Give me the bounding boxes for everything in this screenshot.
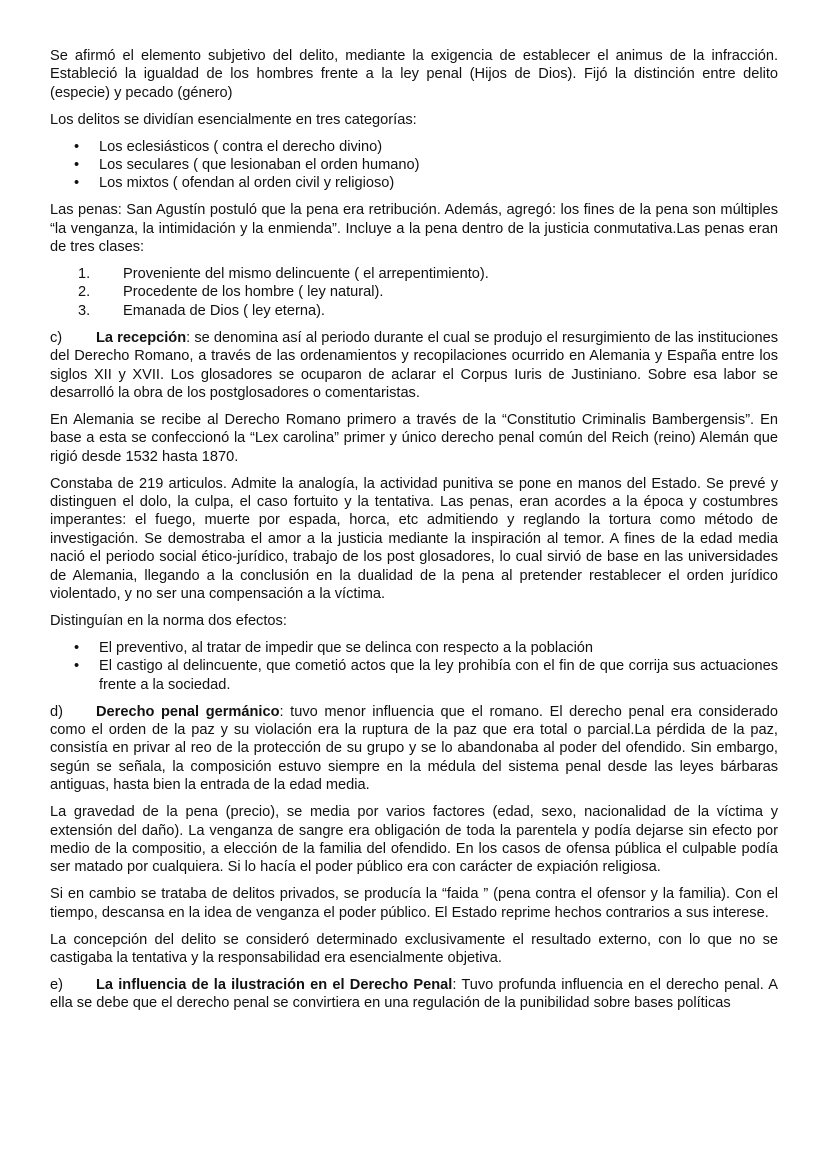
- categorias-list: [50, 138, 778, 193]
- list-number: 3.: [78, 302, 91, 319]
- section-heading: La influencia de la ilustración en el Derecho Penal: [96, 976, 453, 993]
- paragraph-categorias-intro: Los delitos se dividían esencialmente en tres categorías:: [50, 111, 417, 128]
- bullet-icon: •: [74, 639, 80, 656]
- section-e-ilustracion: e) La influencia de la ilustración en el Derecho Penal: Tuvo profunda influencia en el derecho penal. A ella se debe que el derecho penal se convirtiera en una regulación de la punibilidad sobre bases políticas: [50, 976, 778, 1012]
- paragraph-lex-carolina: Constaba de 219 articulos. Admite la analogía, la actividad punitiva se pone en manos del Estado. Se prevé y distinguen el dolo, la culpa, el caso fortuito y la tentativa. Las penas, eran acordes a la época y costumbres imperantes: el fuego, muerte por espada, horca, etc admitiendo y reglando la tortura como método de investigación. Se demostraba el amor a la justicia mediante la inspiración al temor. A fines de la edad media nació el periodo social ético-jurídico, trabajo de los post glosadores, lo cual sirvió de base en las universidades de Alemania, llegando a la conclusión en la dualidad de la pena al pretender restablecer el orden jurídico violentado, y no ser una compensación a la víctima.: [50, 475, 778, 603]
- section-heading: La recepción: [96, 329, 187, 346]
- bullet-icon: •: [74, 157, 80, 174]
- section-c-recepcion: c) La recepción: se denomina así al periodo durante el cual se produjo el resurgimiento de las instituciones del Derecho Romano, a través de las ordenamientos y recopilaciones ocurrido en Alemania y España entre los siglos XII y XVII. Los glosadores se ocuparon de aclarar el Corpus Iuris de Justiniano. Sobre esa labor se desarrolló la obra de los postglosadores o comentaristas.: [50, 329, 778, 401]
- penas-list: [50, 265, 778, 320]
- paragraph-efectos-intro: Distinguían en la norma dos efectos:: [50, 612, 287, 629]
- bullet-icon: •: [74, 175, 80, 192]
- paragraph-faida: Si en cambio se trataba de delitos privados, se producía la “faida ” (pena contra el ofensor y la familia). Con el tiempo, descansa en la idea de venganza el poder público. El Estado reprime hechos contrarios a sus interese.: [50, 886, 778, 921]
- list-number: 1.: [78, 266, 91, 283]
- section-d-germanico: d) Derecho penal germánico: tuvo menor influencia que el romano. El derecho penal era considerado como el orden de la paz y su violación era la ruptura de la paz que era total o parcial.La pérdida de la paz, consistía en privar al reo de la protección de su grupo y se lo abandonaba al poder del ofendido. Sin embargo, según se señala, la composición estuvo siempre en la médula del sistema penal desde las leyes bárbaras antiguas, hasta bien la entrada de la edad media.: [50, 703, 778, 794]
- list-item: • El castigo al delincuente, que cometió actos que la ley prohibía con el fin de que corrija sus actuaciones frente a la sociedad.: [74, 658, 778, 693]
- efectos-list: [50, 639, 778, 694]
- paragraph-concepcion-delito: La concepción del delito se consideró determinado exclusivamente el resultado externo, con lo que no se castigaba la tentativa y la responsabilidad era esencialmente objetiva.: [50, 931, 778, 966]
- list-item: • Los mixtos ( ofendan al orden civil y religioso): [74, 175, 395, 192]
- section-letter: c): [50, 329, 63, 346]
- list-item: 2. Procedente de los hombre ( ley natural).: [78, 284, 384, 301]
- paragraph-alemania: En Alemania se recibe al Derecho Romano primero a través de la “Constitutio Criminalis Bambergensis”. En base a esta se confeccionó la “Lex carolina” primer y único derecho penal común del Reich (reino) Alemán que rigió desde 1532 hasta 1870.: [50, 411, 778, 465]
- bullet-icon: •: [74, 658, 80, 675]
- list-number: 2.: [78, 284, 91, 301]
- list-item: • Los eclesiásticos ( contra el derecho divino): [74, 138, 383, 155]
- section-letter: e): [50, 976, 63, 993]
- list-item: • Los seculares ( que lesionaban el orden humano): [74, 157, 420, 174]
- paragraph-gravedad-pena: La gravedad de la pena (precio), se media por varios factores (edad, sexo, nacionalidad de la víctima y extensión del daño). La venganza de sangre era obligación de toda la parentela y podía dejarse sin efecto por medio de la compositio, a elección de la familia del ofendido. En los casos de ofensa pública el culpable podía ser matado por cualquiera. Si lo hacía el poder público era con carácter de expiación religiosa.: [50, 804, 778, 876]
- paragraph-penas: Las penas: San Agustín postuló que la pena era retribución. Además, agregó: los fines de la pena son múltiples “la venganza, la intimidación y la enmienda”. Incluye a la pena dentro de la justicia conmutativa.Las penas eran de tres clases:: [50, 202, 778, 256]
- section-heading: Derecho penal germánico: [96, 703, 280, 720]
- list-item: 1. Proveniente del mismo delincuente ( el arrepentimiento).: [78, 266, 489, 283]
- bullet-icon: •: [74, 138, 80, 155]
- list-item: • El preventivo, al tratar de impedir que se delinca con respecto a la población: [74, 639, 594, 656]
- section-letter: d): [50, 703, 63, 720]
- paragraph-elemento-subjetivo: Se afirmó el elemento subjetivo del delito, mediante la exigencia de establecer el animus de la infracción. Estableció la igualdad de los hombres frente a la ley penal (Hijos de Dios). Fijó la distinción entre delito (especie) y pecado (género): [50, 48, 778, 101]
- list-item: 3. Emanada de Dios ( ley eterna).: [78, 302, 325, 319]
